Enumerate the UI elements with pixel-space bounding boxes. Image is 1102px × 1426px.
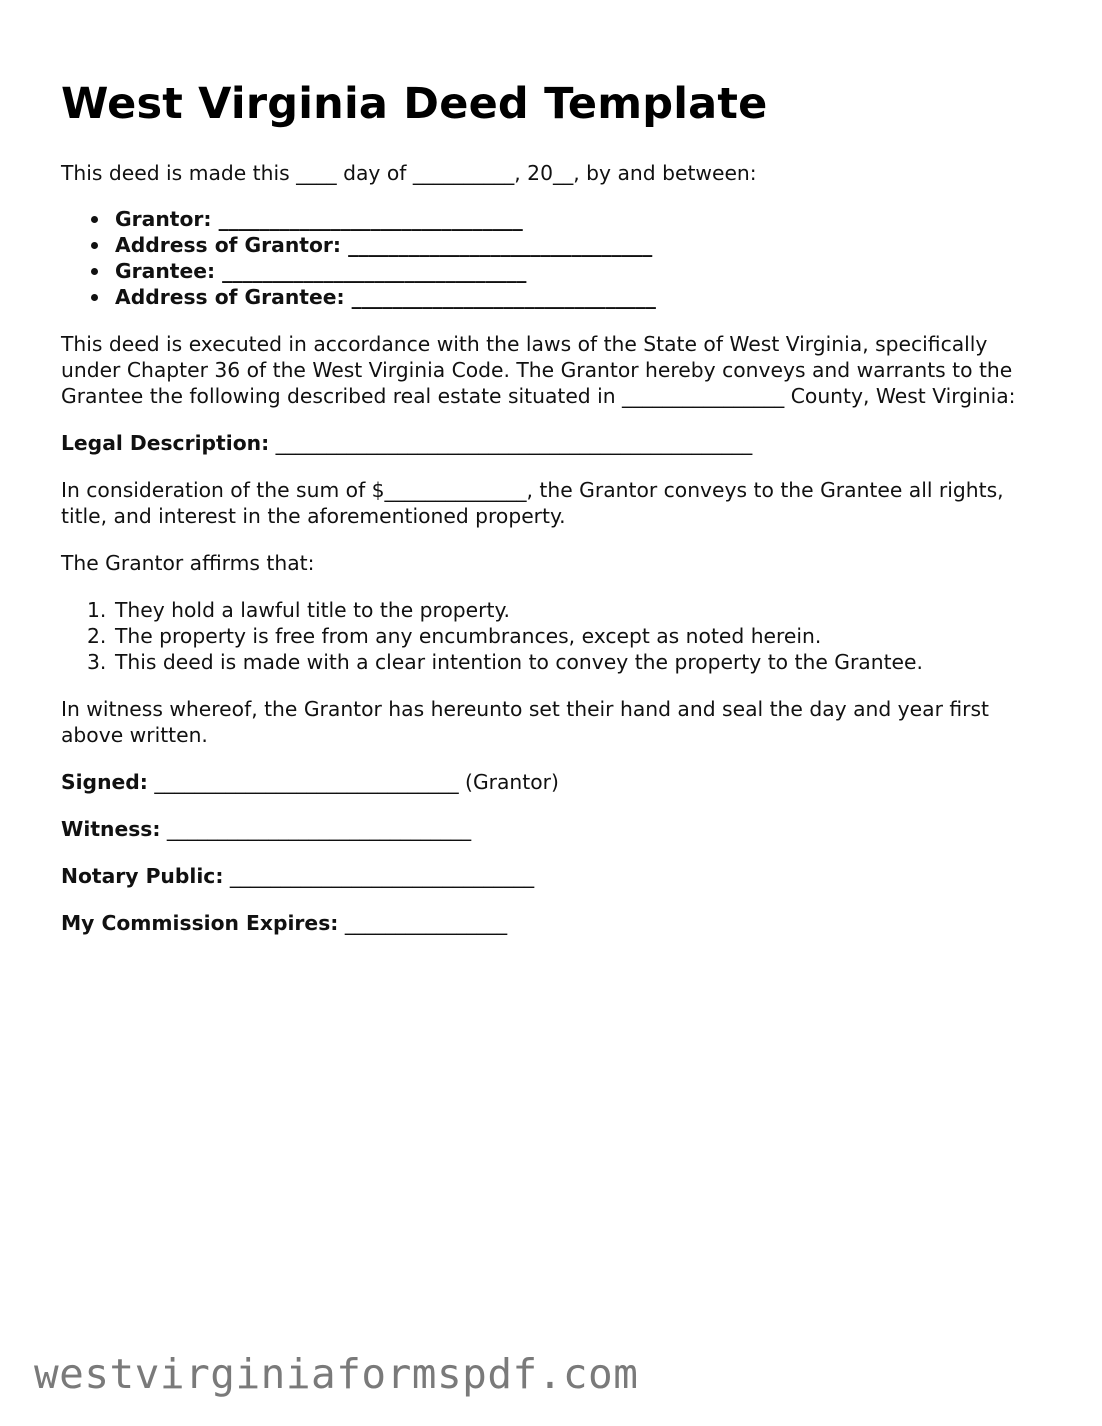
notary-line	[61, 863, 1051, 889]
legal-description-label: Legal Description:	[61, 431, 270, 455]
party-grantee-address	[115, 284, 1051, 310]
party-grantee	[115, 258, 1051, 284]
commission-label: My Commission Expires:	[61, 911, 339, 935]
party-label: Grantor:	[115, 207, 212, 231]
affirmation-number: 2.	[87, 624, 107, 648]
party-label: Address of Grantee:	[115, 285, 345, 309]
intro-line: This deed is made this ____ day of __________, 20__, by and between:	[61, 161, 757, 185]
affirmation-item	[87, 623, 1051, 649]
affirmation-item	[87, 597, 1051, 623]
commission-blank: ________________	[344, 911, 508, 935]
witness-line	[61, 816, 1051, 842]
party-blank: ______________________________	[351, 285, 656, 309]
party-blank: ______________________________	[348, 233, 653, 257]
affirmation-number: 1.	[87, 598, 107, 622]
consideration-paragraph: In consideration of the sum of $______________, the Grantor conveys to the Grantee all rights, title, and interest in the aforementioned property.	[61, 478, 1004, 528]
affirmation-item	[87, 649, 1051, 675]
laws-paragraph: This deed is executed in accordance with the laws of the State of West Virginia, specifically under Chapter 36 of the West Virginia Code. The Grantor hereby conveys and warrants to the Grantee the following described real estate situated in ________________ County, West Virginia:	[61, 332, 1016, 408]
signed-suffix: (Grantor)	[465, 770, 559, 794]
affirmation-text: The property is free from any encumbrances, except as noted herein.	[115, 624, 822, 648]
witness-blank: ______________________________	[166, 817, 472, 841]
commission-line	[61, 910, 1051, 936]
affirms-intro: The Grantor affirms that:	[61, 551, 315, 575]
affirmation-text: They hold a lawful title to the property.	[115, 598, 510, 622]
affirmations-list	[61, 597, 1051, 675]
signed-line	[61, 769, 1051, 795]
affirmation-number: 3.	[87, 650, 107, 674]
deed-document	[61, 76, 1051, 936]
party-label: Address of Grantor:	[115, 233, 342, 257]
witness-clause: In witness whereof, the Grantor has hereunto set their hand and seal the day and year first above written.	[61, 697, 989, 747]
site-watermark: westvirginiaformspdf.com	[34, 1350, 639, 1398]
signed-label: Signed:	[61, 770, 148, 794]
party-grantor	[115, 206, 1051, 232]
affirmation-text: This deed is made with a clear intention to convey the property to the Grantee.	[115, 650, 923, 674]
page-title: West Virginia Deed Template	[61, 79, 768, 129]
party-blank: ______________________________	[218, 207, 523, 231]
legal-description-line	[61, 430, 1051, 456]
party-grantor-address	[115, 232, 1051, 258]
party-blank: ______________________________	[222, 259, 527, 283]
notary-label: Notary Public:	[61, 864, 224, 888]
party-label: Grantee:	[115, 259, 216, 283]
notary-blank: ______________________________	[229, 864, 535, 888]
signed-blank: ______________________________	[154, 770, 459, 794]
witness-label: Witness:	[61, 817, 161, 841]
parties-list	[61, 206, 1051, 310]
legal-description-blank: _______________________________________________	[275, 431, 753, 455]
